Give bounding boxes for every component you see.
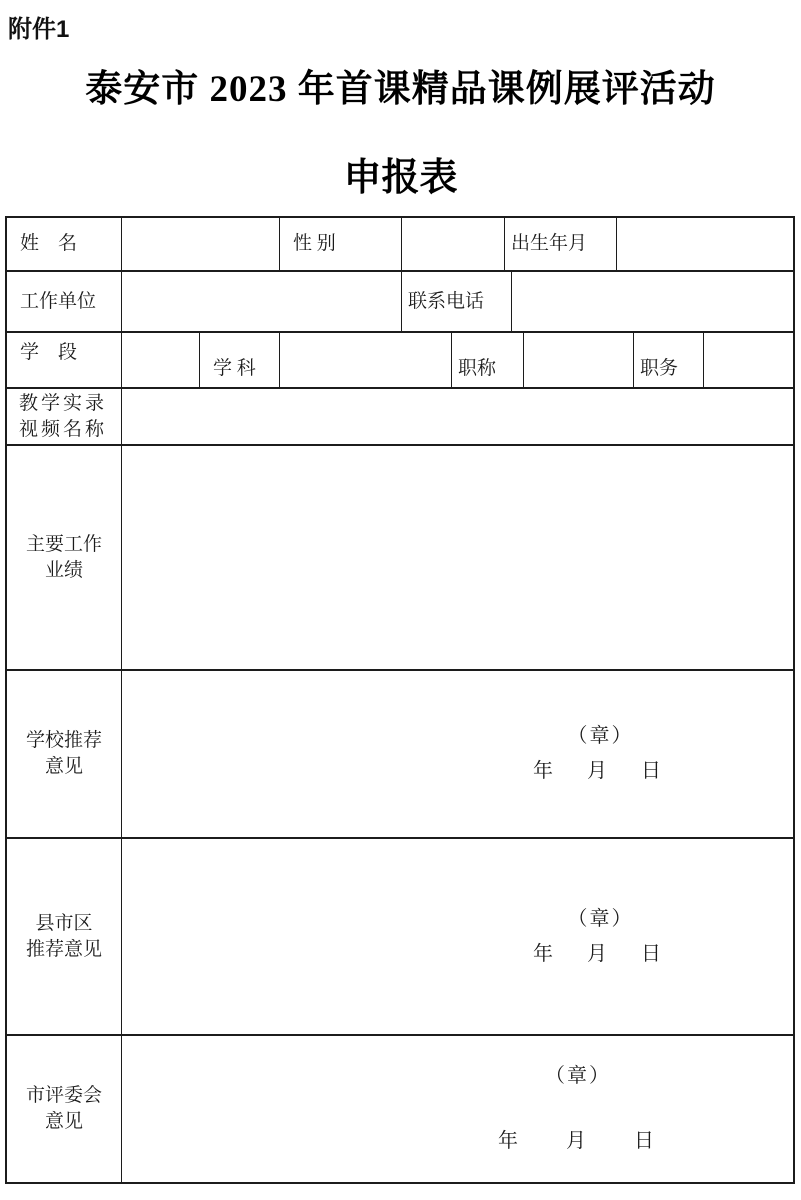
work-unit-label: 工作单位: [7, 272, 122, 331]
committee-opinion-label-line1: 市评委会: [25, 1085, 102, 1107]
school-stamp-placeholder: （章）: [567, 725, 634, 747]
committee-stamp-block: [488, 1063, 668, 1155]
county-opinion-input-cell[interactable]: [122, 839, 793, 1034]
committee-stamp-placeholder: （章）: [545, 1065, 611, 1087]
committee-date-placeholder: 年 月 日: [498, 1130, 668, 1152]
school-date-placeholder: 年 月 日: [533, 760, 668, 782]
subject-label: 学 科: [200, 333, 280, 387]
application-form-table: [5, 216, 795, 1184]
row-school-opinion: [7, 671, 793, 839]
video-name-label-line1: 教学实录: [19, 392, 108, 414]
school-opinion-label: [7, 671, 122, 837]
stage-label: 学 段: [7, 333, 122, 387]
row-basic-info: [7, 218, 793, 272]
committee-opinion-input-cell[interactable]: [122, 1036, 793, 1182]
row-achievements: [7, 446, 793, 671]
name-label: 姓 名: [7, 218, 122, 270]
county-opinion-label-line2: 推荐意见: [25, 938, 102, 960]
work-unit-input-cell[interactable]: [122, 272, 402, 331]
video-name-label-line2: 视频名称: [19, 418, 108, 440]
phone-label: 联系电话: [402, 272, 512, 331]
phone-input-cell[interactable]: [512, 272, 793, 331]
professional-title-input-cell[interactable]: [524, 333, 634, 387]
gender-label: 性 别: [280, 218, 402, 270]
school-opinion-input-cell[interactable]: [122, 671, 793, 837]
page-title: 泰安市 2023 年首课精品课例展评活动: [85, 69, 716, 110]
row-work-unit: [7, 272, 793, 333]
row-county-opinion: [7, 839, 793, 1036]
school-stamp-block: [533, 723, 668, 785]
achievements-label-line2: 业绩: [44, 559, 83, 581]
position-input-cell[interactable]: [704, 333, 793, 387]
county-stamp-placeholder: （章）: [567, 907, 634, 930]
row-stage-subject: [7, 333, 793, 389]
name-input-cell[interactable]: [122, 218, 280, 270]
gender-input-cell[interactable]: [402, 218, 505, 270]
school-opinion-label-line2: 意见: [44, 756, 83, 777]
professional-title-label: 职称: [452, 333, 524, 387]
county-stamp-block: [533, 906, 668, 968]
birth-date-label: 出生年月: [505, 218, 617, 270]
row-video-name: [7, 389, 793, 446]
county-date-placeholder: 年 月 日: [533, 942, 668, 965]
birth-date-input-cell[interactable]: [617, 218, 793, 270]
row-committee-opinion: [7, 1036, 793, 1182]
achievements-label-line1: 主要工作: [25, 533, 102, 555]
video-name-label: [7, 389, 122, 444]
subject-input-cell[interactable]: [280, 333, 452, 387]
page-subtitle: 申报表: [343, 157, 458, 199]
achievements-label: [7, 446, 122, 669]
committee-opinion-label: [7, 1036, 122, 1182]
achievements-input-cell[interactable]: [122, 446, 793, 669]
stage-input-cell[interactable]: [122, 333, 200, 387]
school-opinion-label-line1: 学校推荐: [25, 730, 102, 752]
attachment-label: 附件1: [8, 16, 70, 43]
position-label: 职务: [634, 333, 704, 387]
committee-opinion-label-line2: 意见: [44, 1111, 83, 1132]
county-opinion-label: [7, 839, 122, 1034]
county-opinion-label-line1: 县市区: [35, 912, 93, 934]
video-name-input-cell[interactable]: [122, 389, 793, 444]
